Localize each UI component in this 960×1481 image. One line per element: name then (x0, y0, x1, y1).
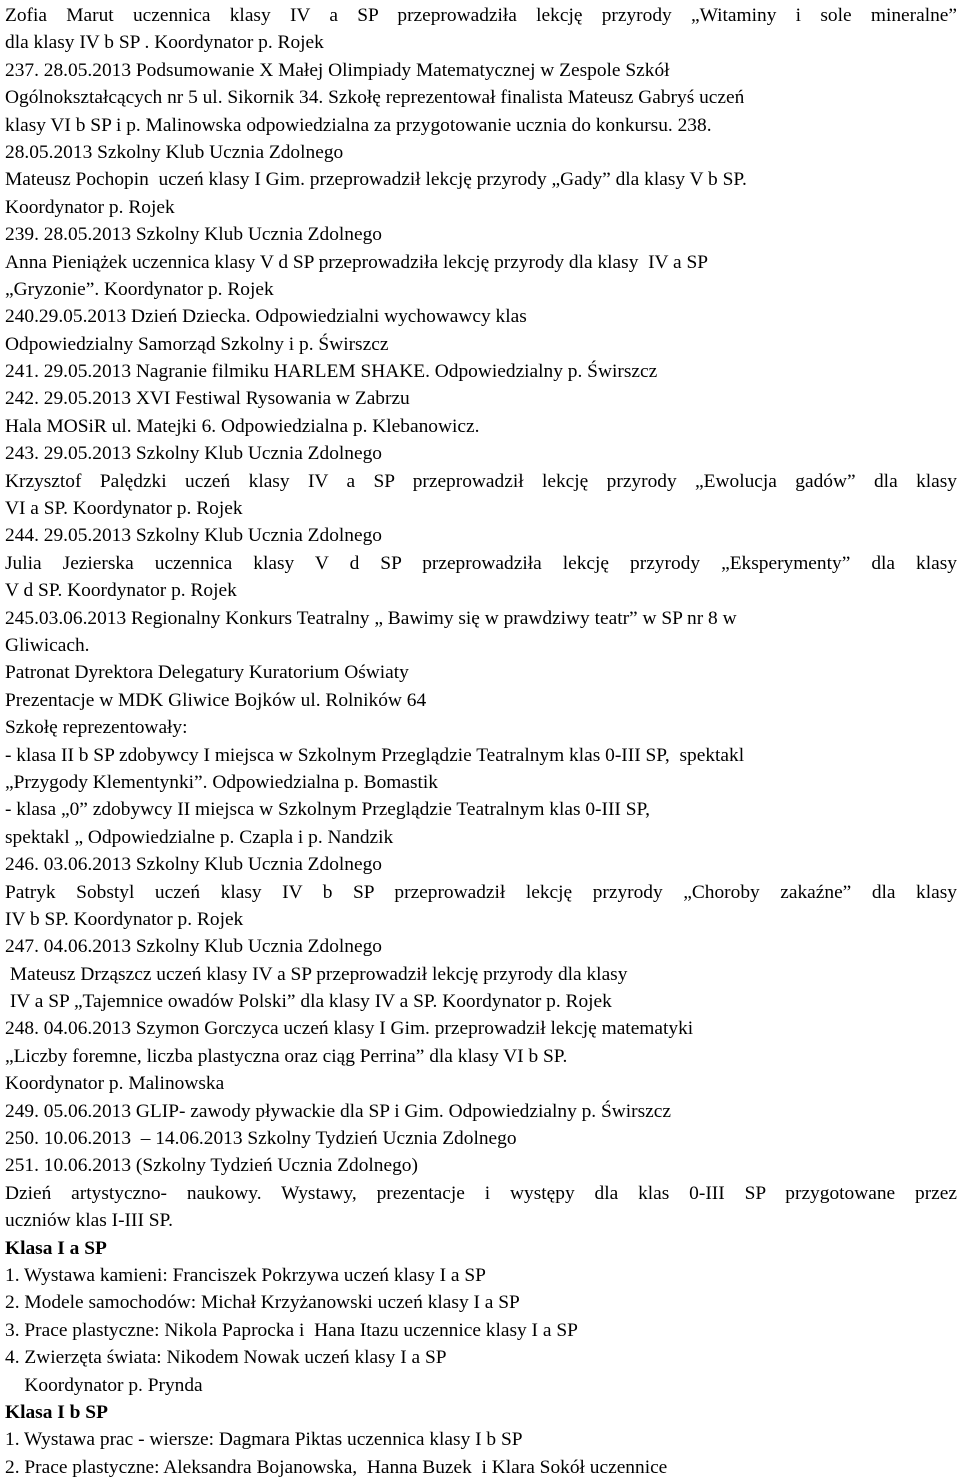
text-line: 245.03.06.2013 Regionalny Konkurs Teatralny „ Bawimy się w prawdziwy teatr” w SP nr 8 w (5, 607, 737, 629)
text-line: Koordynator p. Rojek (5, 196, 175, 218)
text-line: V d SP. Koordynator p. Rojek (5, 580, 237, 602)
text-line: 1. Wystawa kamieni: Franciszek Pokrzywa uczeń klasy I a SP (5, 1264, 486, 1286)
text-line: Hala MOSiR ul. Matejki 6. Odpowiedzialna p. Klebanowicz. (5, 415, 480, 437)
text-line: klasy VI b SP i p. Malinowska odpowiedzialna za przygotowanie ucznia do konkursu. 238. (5, 114, 712, 136)
text-line: IV b SP. Koordynator p. Rojek (5, 908, 244, 930)
text-line: Koordynator p. Prynda (5, 1374, 203, 1396)
text-line: Gliwicach. (5, 634, 90, 656)
section-heading: Klasa I b SP (5, 1401, 108, 1423)
section-heading: Klasa I a SP (5, 1237, 107, 1259)
text-line: Ogólnokształcących nr 5 ul. Sikornik 34. Szkołę reprezentował finalista Mateusz Gabryś uczeń (5, 87, 745, 109)
text-line: 249. 05.06.2013 GLIP- zawody pływackie dla SP i Gim. Odpowiedzialny p. Świrszcz (5, 1100, 671, 1122)
text-line: 244. 29.05.2013 Szkolny Klub Ucznia Zdolnego (5, 525, 382, 547)
text-line: Szkołę reprezentowały: (5, 717, 188, 739)
text-line: 243. 29.05.2013 Szkolny Klub Ucznia Zdolnego (5, 443, 382, 465)
text-line: 28.05.2013 Szkolny Klub Ucznia Zdolnego (5, 141, 344, 163)
text-line: Mateusz Pochopin uczeń klasy I Gim. przeprowadził lekcję przyrody „Gady” dla klasy V b SP. (5, 169, 747, 191)
text-line: „Liczby foremne, liczba plastyczna oraz ciąg Perrina” dla klasy VI b SP. (5, 1045, 568, 1067)
text-line: VI a SP. Koordynator p. Rojek (5, 498, 243, 520)
text-line: Anna Pieniążek uczennica klasy V d SP przeprowadziła lekcję przyrody dla klasy IV a SP (5, 251, 709, 273)
text-line: 2. Modele samochodów: Michał Krzyżanowski uczeń klasy I a SP (5, 1292, 520, 1314)
text-line: Dzień artystyczno- naukowy. Wystawy, prezentacje i występy dla klas 0-III SP przygotowane przez (5, 1182, 957, 1204)
text-line: 237. 28.05.2013 Podsumowanie X Małej Olimpiady Matematycznej w Zespole Szkół (5, 59, 670, 81)
text-line: 239. 28.05.2013 Szkolny Klub Ucznia Zdolnego (5, 224, 382, 246)
text-line: 240.29.05.2013 Dzień Dziecka. Odpowiedzialni wychowawcy klas (5, 306, 527, 328)
text-line: 246. 03.06.2013 Szkolny Klub Ucznia Zdolnego (5, 854, 382, 876)
text-line: Odpowiedzialny Samorząd Szkolny i p. Świrszcz (5, 333, 389, 355)
text-line: Zofia Marut uczennica klasy IV a SP przeprowadziła lekcję przyrody „Witaminy i sole mineralne” (5, 5, 957, 26)
text-line: 2. Prace plastyczne: Aleksandra Bojanowska, Hanna Buzek i Klara Sokół uczennice (5, 1456, 668, 1478)
text-line: Julia Jezierska uczennica klasy V d SP przeprowadziła lekcję przyrody „Eksperymenty” dla klasy (5, 552, 957, 574)
text-line: 241. 29.05.2013 Nagranie filmiku HARLEM SHAKE. Odpowiedzialny p. Świrszcz (5, 361, 658, 383)
text-line: IV a SP „Tajemnice owadów Polski” dla klasy IV a SP. Koordynator p. Rojek (5, 991, 612, 1013)
text-line: spektakl „ Odpowiedzialne p. Czapla i p. Nandzik (5, 826, 394, 848)
text-line: Patryk Sobstyl uczeń klasy IV b SP przeprowadził lekcję przyrody „Choroby zakaźne” dla klasy (5, 881, 957, 903)
text-line: - klasa II b SP zdobywcy I miejsca w Szkolnym Przeglądzie Teatralnym klas 0-III SP, spektakl (5, 744, 745, 766)
text-line: Koordynator p. Malinowska (5, 1073, 225, 1095)
text-line: 1. Wystawa prac - wiersze: Dagmara Piktas uczennica klasy I b SP (5, 1429, 523, 1451)
text-line: 242. 29.05.2013 XVI Festiwal Rysowania w Zabrzu (5, 388, 410, 410)
text-line: - klasa „0” zdobywcy II miejsca w Szkolnym Przeglądzie Teatralnym klas 0-III SP, (5, 799, 650, 821)
document-body (5, 2, 957, 1481)
text-line: Patronat Dyrektora Delegatury Kuratorium Oświaty (5, 662, 409, 684)
text-line: 3. Prace plastyczne: Nikola Paprocka i Hana Itazu uczennice klasy I a SP (5, 1319, 578, 1341)
text-line: 4. Zwierzęta świata: Nikodem Nowak uczeń klasy I a SP (5, 1347, 447, 1369)
text-line: Mateusz Drząszcz uczeń klasy IV a SP przeprowadził lekcję przyrody dla klasy (5, 963, 628, 985)
text-line: „Gryzonie”. Koordynator p. Rojek (5, 278, 274, 300)
text-line: Prezentacje w MDK Gliwice Bojków ul. Rolników 64 (5, 689, 427, 711)
text-line: uczniów klas I-III SP. (5, 1210, 174, 1232)
text-line: 248. 04.06.2013 Szymon Gorczyca uczeń klasy I Gim. przeprowadził lekcję matematyki (5, 1018, 694, 1040)
text-line: 247. 04.06.2013 Szkolny Klub Ucznia Zdolnego (5, 936, 382, 958)
text-line: Krzysztof Palędzki uczeń klasy IV a SP przeprowadził lekcję przyrody „Ewolucja gadów” dla klasy (5, 470, 957, 492)
text-line: 251. 10.06.2013 (Szkolny Tydzień Ucznia Zdolnego) (5, 1155, 418, 1177)
text-line: dla klasy IV b SP . Koordynator p. Rojek (5, 32, 324, 54)
text-line: „Przygody Klementynki”. Odpowiedzialna p. Bomastik (5, 771, 438, 793)
text-line: 250. 10.06.2013 – 14.06.2013 Szkolny Tydzień Ucznia Zdolnego (5, 1128, 517, 1150)
